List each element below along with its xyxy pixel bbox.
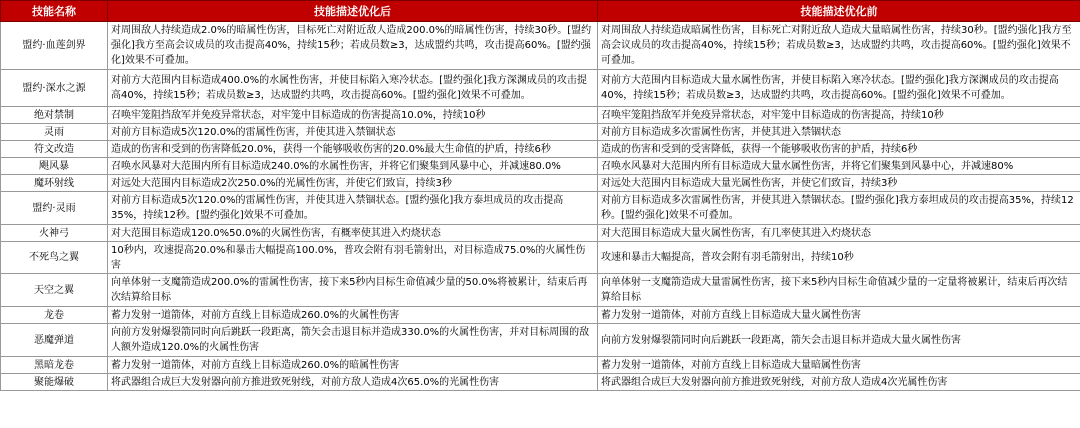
skill-name: 魔环射线 <box>1 175 108 192</box>
skill-name: 飓风暴 <box>1 158 108 175</box>
desc-before: 造成的伤害和受到的受害降低，获得一个能够吸收伤害的护盾，持续6秒 <box>598 141 1080 158</box>
skill-name: 天空之翼 <box>1 274 108 307</box>
skill-name: 符文改造 <box>1 141 108 158</box>
skill-name: 聚能爆破 <box>1 374 108 391</box>
table-row <box>1 242 1080 274</box>
skill-name: 盟约·血莲剑界 <box>1 22 108 70</box>
table-row <box>1 70 1080 107</box>
table-row <box>1 307 1080 324</box>
desc-after: 蓄力发射一道箭体，对前方直线上目标造成260.0%的暗属性伤害 <box>108 357 598 374</box>
desc-after: 造成的伤害和受到的伤害降低20.0%，获得一个能够吸收伤害的20.0%最大生命值的护盾，持续6秒 <box>108 141 598 158</box>
desc-before: 对前方目标造成多次雷属性伤害，并使其进入禁锢状态 <box>598 124 1080 141</box>
desc-after: 对周围敌人持续造成2.0%的暗属性伤害，目标死亡对附近敌人造成200.0%的暗属性伤害，持续30秒。[盟约强化]我方至高会议成员的攻击提高40%，持续15秒；若成员数≥3，达成盟约共鸣，攻击提高60%。[盟约强化]效果不可叠加。 <box>108 22 598 70</box>
desc-before: 向单体射一支魔箭造成大量雷属性伤害，接下来5秒内目标生命值减少量的一定量将被累计，结束后再次结算给目标 <box>598 274 1080 307</box>
skill-name: 黑暗龙卷 <box>1 357 108 374</box>
table-row <box>1 274 1080 307</box>
table-row <box>1 124 1080 141</box>
desc-after: 蓄力发射一道箭体，对前方直线上目标造成260.0%的火属性伤害 <box>108 307 598 324</box>
desc-after: 对大范围目标造成120.0%50.0%的火属性伤害，有概率使其进入灼烧状态 <box>108 225 598 242</box>
desc-after: 对远处大范围内目标造成2次250.0%的光属性伤害，并使它们致盲，持续3秒 <box>108 175 598 192</box>
desc-before: 对前方大范围内目标造成大量水属性伤害，并使目标陷入寒冷状态。[盟约强化]我方深渊成员的攻击提高40%，持续15秒；若成员数≥3，达成盟约共鸣，攻击提高60%。[盟约强化]效果不可叠加。 <box>598 70 1080 107</box>
desc-before: 召唤水风暴对大范围内所有目标造成大量水属性伤害，并将它们聚集到风暴中心，并减速80% <box>598 158 1080 175</box>
desc-before: 蓄力发射一道箭体，对前方直线上目标造成大量暗属性伤害 <box>598 357 1080 374</box>
desc-after: 将武器组合成巨大发射器向前方推进致死射线，对前方敌人造成4次65.0%的光属性伤害 <box>108 374 598 391</box>
desc-before: 对大范围目标造成大量火属性伤害，有几率使其进入灼烧状态 <box>598 225 1080 242</box>
table-row <box>1 22 1080 70</box>
desc-before: 向前方发射爆裂箭同时向后跳跃一段距离，箭矢会击退目标并造成大量火属性伤害 <box>598 324 1080 357</box>
skill-name: 灵雨 <box>1 124 108 141</box>
table-row <box>1 107 1080 124</box>
skill-name: 绝对禁制 <box>1 107 108 124</box>
desc-before: 召唤牢笼阻挡敌军并免疫异常状态，对牢笼中目标造成的伤害提高，持续10秒 <box>598 107 1080 124</box>
desc-before: 攻速和暴击大幅提高，普攻会附有羽毛箭射出，持续10秒 <box>598 242 1080 274</box>
skill-name: 不死鸟之翼 <box>1 242 108 274</box>
desc-after: 召唤水风暴对大范围内所有目标造成240.0%的水属性伤害，并将它们聚集到风暴中心，并减速80.0% <box>108 158 598 175</box>
desc-after: 对前方目标造成5次120.0%的雷属性伤害，并使其进入禁锢状态。[盟约强化]我方泰坦成员的攻击提高35%，持续12秒。[盟约强化]效果不可叠加。 <box>108 192 598 225</box>
desc-before: 蓄力发射一道箭体，对前方直线上目标造成大量火属性伤害 <box>598 307 1080 324</box>
desc-after: 召唤牢笼阻挡敌军并免疫异常状态，对牢笼中目标造成的伤害提高10.0%，持续10秒 <box>108 107 598 124</box>
header-skill-name: 技能名称 <box>1 1 108 22</box>
skill-name: 恶魔弹道 <box>1 324 108 357</box>
table-row <box>1 158 1080 175</box>
table-row <box>1 175 1080 192</box>
skill-name: 盟约·灵雨 <box>1 192 108 225</box>
skill-name: 盟约·深水之源 <box>1 70 108 107</box>
header-desc-after: 技能描述优化后 <box>108 1 598 22</box>
desc-before: 将武器组合成巨大发射器向前方推进致死射线，对前方敌人造成4次光属性伤害 <box>598 374 1080 391</box>
desc-after: 对前方大范围内目标造成400.0%的水属性伤害，并使目标陷入寒冷状态。[盟约强化]我方深渊成员的攻击提高40%，持续15秒；若成员数≥3，达成盟约共鸣，攻击提高60%。[盟约强化]效果不可叠加。 <box>108 70 598 107</box>
table-row <box>1 324 1080 357</box>
table-row <box>1 357 1080 374</box>
desc-after: 10秒内，攻速提高20.0%和暴击大幅提高100.0%，普攻会附有羽毛箭射出，对目标造成75.0%的火属性伤害 <box>108 242 598 274</box>
desc-after: 向单体射一支魔箭造成200.0%的雷属性伤害，接下来5秒内目标生命值减少量的50.0%将被累计，结束后再次结算给目标 <box>108 274 598 307</box>
skill-name: 龙卷 <box>1 307 108 324</box>
desc-after: 对前方目标造成5次120.0%的雷属性伤害，并使其进入禁锢状态 <box>108 124 598 141</box>
header-row <box>1 1 1080 22</box>
table-row <box>1 374 1080 391</box>
table-row <box>1 192 1080 225</box>
desc-after: 向前方发射爆裂箭同时向后跳跃一段距离，箭矢会击退目标并造成330.0%的火属性伤害，并对目标周围的敌人额外造成120.0%的火属性伤害 <box>108 324 598 357</box>
table-row <box>1 141 1080 158</box>
desc-before: 对远处大范围内目标造成大量光属性伤害，并使它们致盲，持续3秒 <box>598 175 1080 192</box>
desc-before: 对前方目标造成多次雷属性伤害，并使其进入禁锢状态。[盟约强化]我方泰坦成员的攻击提高35%，持续12秒。[盟约强化]效果不可叠加。 <box>598 192 1080 225</box>
skill-name: 火神弓 <box>1 225 108 242</box>
desc-before: 对周围敌人持续造成暗属性伤害，目标死亡对附近敌人造成大量暗属性伤害，持续30秒。[盟约强化]我方至高会议成员的攻击提高40%，持续15秒；若成员数≥3，达成盟约共鸣，攻击提高60%。[盟约强化]效果不可叠加。 <box>598 22 1080 70</box>
table-row <box>1 225 1080 242</box>
header-desc-before: 技能描述优化前 <box>598 1 1080 22</box>
